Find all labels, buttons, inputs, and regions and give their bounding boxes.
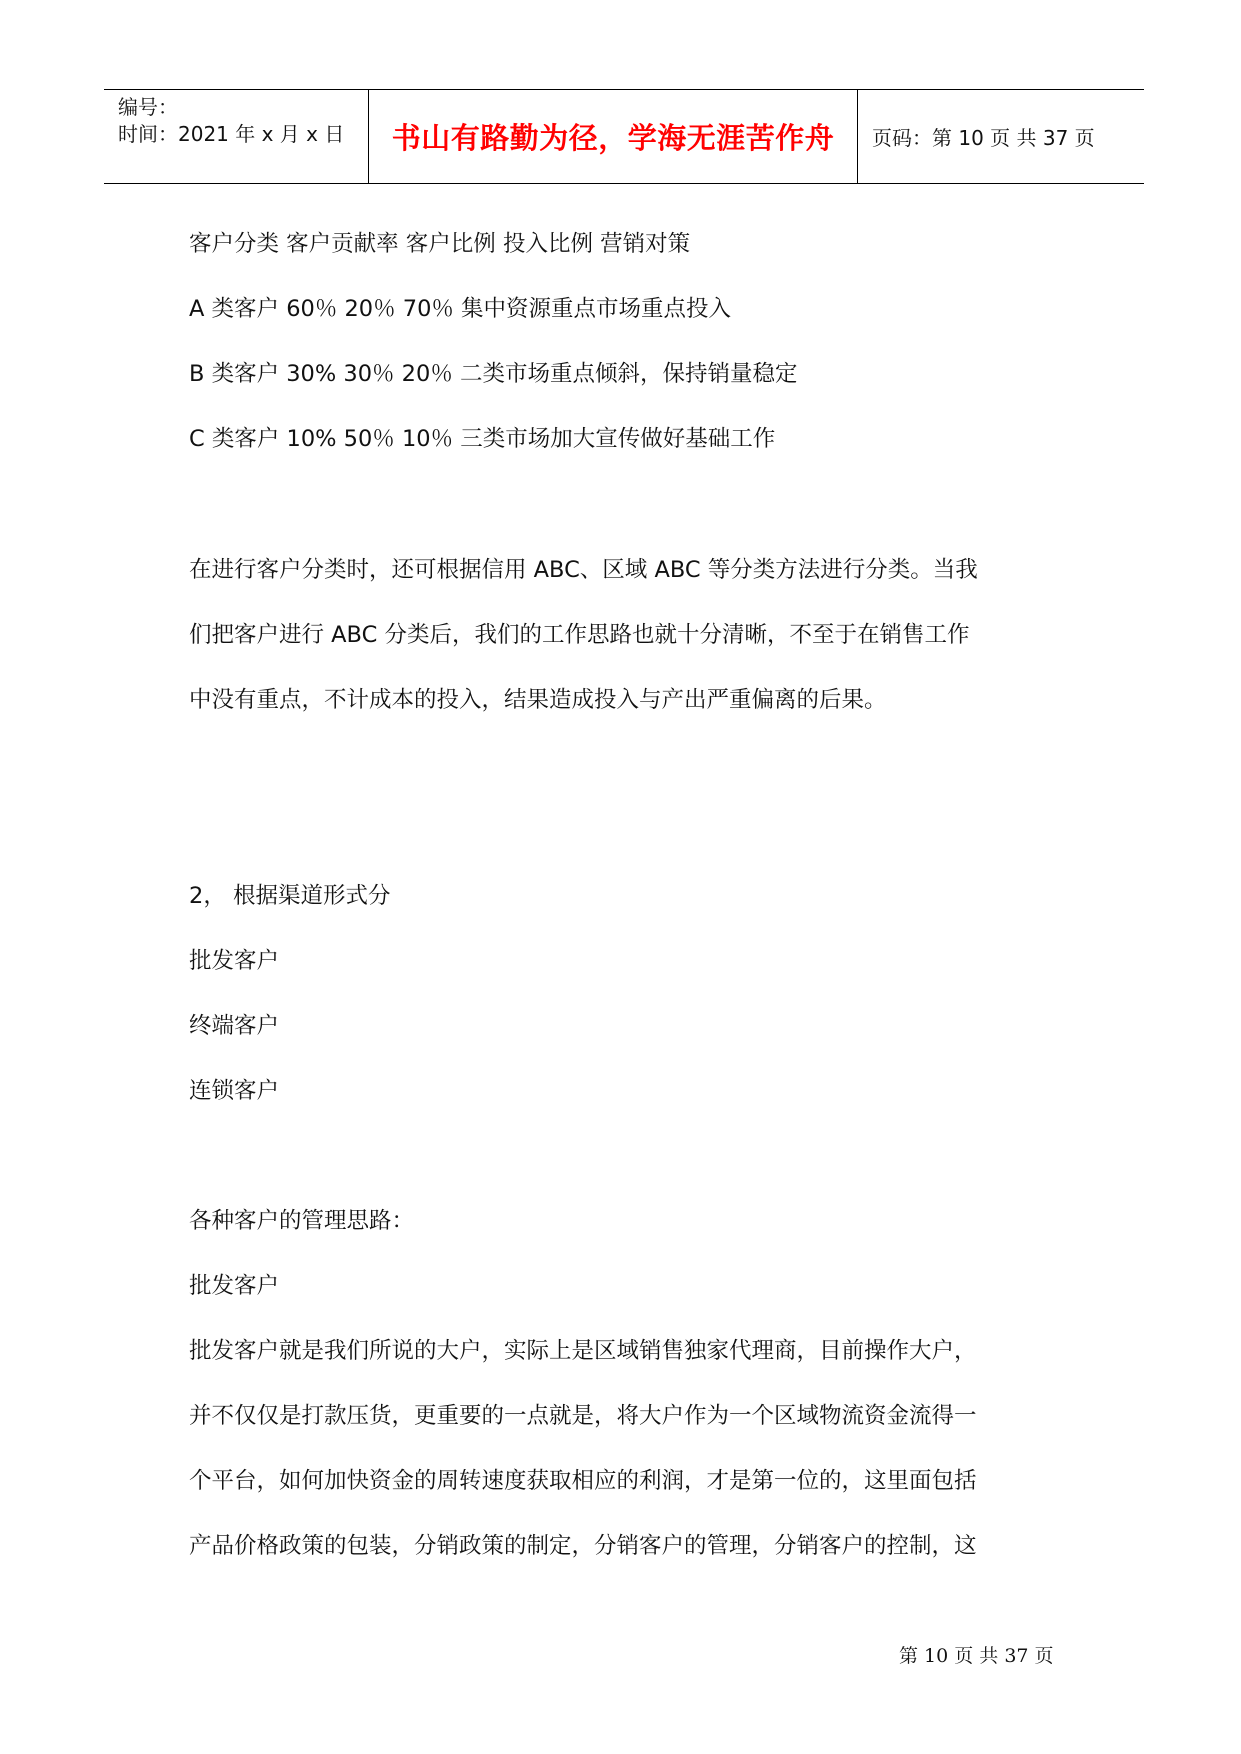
list-item: 终端客户 — [189, 1013, 280, 1039]
motto: 书山有路勤为径，学海无涯苦作舟 — [391, 121, 835, 155]
subsection-heading: 各种客户的管理思路： — [189, 1208, 415, 1234]
header-middle-cell — [369, 90, 858, 183]
paragraph-line: 中没有重点，不计成本的投入，结果造成投入与产出严重偏离的后果。 — [189, 687, 887, 713]
page-number-label: 页码：第 10 页 共 37 页 — [872, 126, 1095, 150]
paragraph-line: 个平台，如何加快资金的周转速度获取相应的利润，才是第一位的，这里面包括 — [189, 1468, 977, 1494]
list-item: 连锁客户 — [189, 1078, 280, 1104]
footer-page-number: 第 10 页 共 37 页 — [899, 1645, 1054, 1667]
class-c-line: C 类客户 10% 50％ 10％ 三类市场加大宣传做好基础工作 — [189, 426, 776, 452]
paragraph-line: 产品价格政策的包装，分销政策的制定，分销客户的管理，分销客户的控制，这 — [189, 1533, 977, 1559]
paragraph-line: 并不仅仅是打款压货，更重要的一点就是，将大户作为一个区域物流资金流得一 — [189, 1403, 977, 1429]
header-table — [104, 89, 1144, 184]
paragraph-line: 在进行客户分类时，还可根据信用 ABC、区域 ABC 等分类方法进行分类。当我 — [189, 557, 978, 583]
class-a-line: A 类客户 60％ 20％ 70％ 集中资源重点市场重点投入 — [189, 296, 732, 322]
code-label: 编号： — [118, 95, 178, 119]
table-header-line: 客户分类 客户贡献率 客户比例 投入比例 营销对策 — [189, 231, 691, 257]
time-label: 时间：2021 年 x 月 x 日 — [118, 122, 345, 146]
list-item: 批发客户 — [189, 948, 280, 974]
header-left-cell — [104, 90, 369, 183]
subsection-title: 批发客户 — [189, 1273, 280, 1299]
paragraph-line: 批发客户就是我们所说的大户，实际上是区域销售独家代理商，目前操作大户， — [189, 1338, 977, 1364]
section-heading: 2， 根据渠道形式分 — [189, 883, 391, 909]
header-right-cell — [858, 90, 1144, 183]
class-b-line: B 类客户 30% 30％ 20％ 二类市场重点倾斜，保持销量稳定 — [189, 361, 798, 387]
paragraph-line: 们把客户进行 ABC 分类后，我们的工作思路也就十分清晰，不至于在销售工作 — [189, 622, 970, 648]
